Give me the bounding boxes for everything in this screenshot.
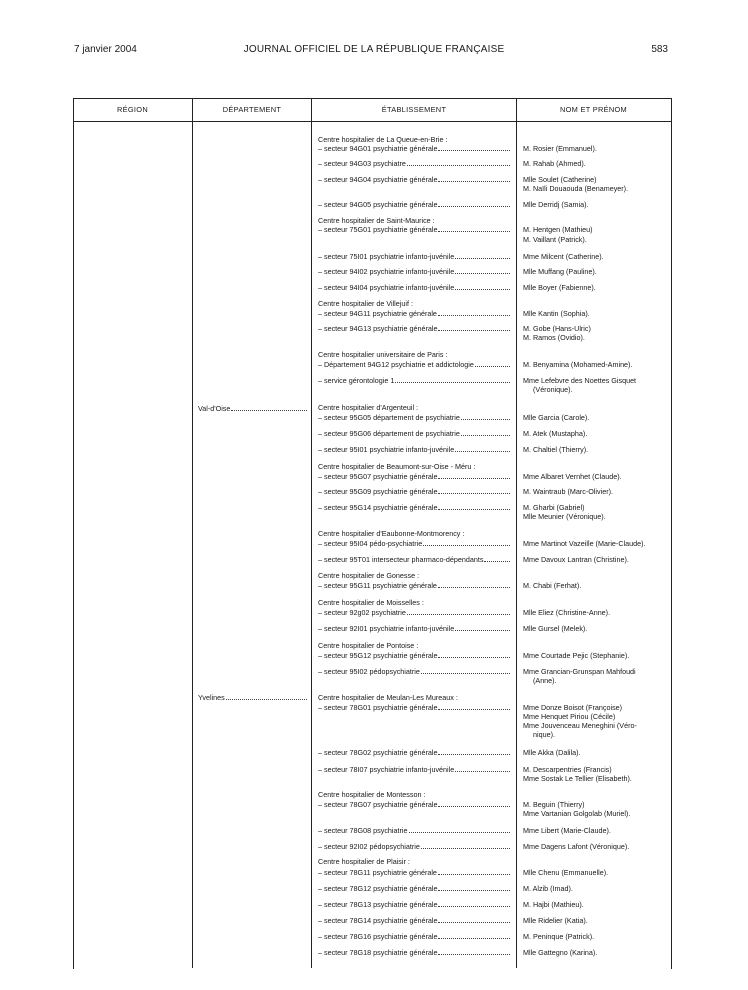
- sector-entry: – secteur 94G13 psychiatrie générale: [318, 325, 511, 334]
- person-name: M. Atek (Mustapha).: [523, 430, 588, 438]
- hospital-heading: Centre hospitalier de Pontoise :: [318, 642, 419, 650]
- sector-entry: – secteur 78G18 psychiatrie générale: [318, 949, 511, 958]
- person-name: Mlle Akka (Dalila).: [523, 749, 581, 757]
- person-name: M. Descarpentries (Francis): [523, 766, 612, 774]
- sector-entry: – secteur 95G09 psychiatrie générale: [318, 488, 511, 497]
- departement-cell: Yvelines: [198, 694, 308, 703]
- person-name-continued: (Anne).: [533, 677, 557, 685]
- sector-entry: – secteur 78I07 psychiatrie infanto-juvénile: [318, 766, 511, 775]
- person-name: M. Beguin (Thierry): [523, 801, 585, 809]
- sector-entry: – secteur 94I04 psychiatrie infanto-juvénile: [318, 284, 511, 293]
- person-name: M. Ramos (Ovidio).: [523, 334, 585, 342]
- sector-entry: – Département 94G12 psychiatrie et addictologie: [318, 361, 511, 370]
- person-name: Mme Jouvenceau Meneghini (Véro-: [523, 722, 637, 730]
- person-name: Mme Libert (Marie-Claude).: [523, 827, 611, 835]
- departement-cell: Val-d'Oise: [198, 405, 308, 414]
- person-name: Mlle Derridj (Samia).: [523, 201, 589, 209]
- person-name: Mlle Gursel (Melek).: [523, 625, 588, 633]
- person-name: M. Chabi (Ferhat).: [523, 582, 582, 590]
- person-name: M. Waintraub (Marc-Olivier).: [523, 488, 613, 496]
- person-name: Mlle Kantin (Sophia).: [523, 310, 590, 318]
- person-name: Mlle Garcia (Carole).: [523, 414, 590, 422]
- journal-title: JOURNAL OFFICIEL DE LA RÉPUBLIQUE FRANÇAISE: [243, 44, 505, 55]
- hospital-heading: Centre hospitalier de Beaumont-sur-Oise - Méru :: [318, 463, 476, 471]
- sector-entry: – secteur 78G07 psychiatrie générale: [318, 801, 511, 810]
- sector-entry: – secteur 75G01 psychiatrie générale: [318, 226, 511, 235]
- column-divider: [311, 98, 312, 968]
- sector-entry: – secteur 95I02 pédopsychiatrie: [318, 668, 511, 677]
- person-name: M. Peninque (Patrick).: [523, 933, 595, 941]
- person-name: M. Hajbi (Mathieu).: [523, 901, 584, 909]
- person-name: Mlle Meunier (Véronique).: [523, 513, 606, 521]
- sector-entry: – secteur 78G01 psychiatrie générale: [318, 704, 511, 713]
- sector-entry: – secteur 78G13 psychiatrie générale: [318, 901, 511, 910]
- sector-entry: – secteur 92g02 psychiatrie: [318, 609, 511, 618]
- sector-entry: – service gérontologie 1: [318, 377, 511, 386]
- person-name: Mlle Muffang (Pauline).: [523, 268, 597, 276]
- person-name: M. Hentgen (Mathieu): [523, 226, 593, 234]
- sector-entry: – secteur 78G16 psychiatrie générale: [318, 933, 511, 942]
- person-name: Mme Courtade Pejic (Stephanie).: [523, 652, 630, 660]
- column-divider: [192, 98, 193, 968]
- person-name: M. Naïli Douaouda (Benameyer).: [523, 185, 629, 193]
- hospital-heading: Centre hospitalier universitaire de Paris :: [318, 351, 448, 359]
- sector-entry: – secteur 95G07 psychiatrie générale: [318, 473, 511, 482]
- hospital-heading: Centre hospitalier de Villejuif :: [318, 300, 413, 308]
- hospital-heading: Centre hospitalier de Plaisir :: [318, 858, 410, 866]
- person-name: Mlle Soulet (Catherine): [523, 176, 597, 184]
- person-name: Mme Henquet Piriou (Cécile): [523, 713, 616, 721]
- sector-entry: – secteur 95G06 département de psychiatrie: [318, 430, 511, 439]
- hospital-heading: Centre hospitalier d'Eaubonne-Montmorency :: [318, 530, 465, 538]
- person-name: Mme Sostak Le Tellier (Elisabeth).: [523, 775, 632, 783]
- person-name: Mlle Gattegno (Karina).: [523, 949, 598, 957]
- sector-entry: – secteur 94I02 psychiatrie infanto-juvénile: [318, 268, 511, 277]
- page-number: 583: [651, 44, 668, 55]
- column-divider: [516, 98, 517, 968]
- hospital-heading: Centre hospitalier de Gonesse :: [318, 572, 420, 580]
- sector-entry: – secteur 95I04 pédo-psychiatrie: [318, 540, 511, 549]
- person-name: M. Alzib (Imad).: [523, 885, 573, 893]
- person-name: M. Vaillant (Patrick).: [523, 236, 587, 244]
- person-name: Mme Albaret Vernhet (Claude).: [523, 473, 622, 481]
- sector-entry: – secteur 78G11 psychiatrie générale: [318, 869, 511, 878]
- hospital-heading: Centre hospitalier de La Queue-en-Brie :: [318, 136, 448, 144]
- person-name-continued: (Véronique).: [533, 386, 573, 394]
- person-name: M. Benyamina (Mohamed-Amine).: [523, 361, 633, 369]
- person-name: Mlle Boyer (Fabienne).: [523, 284, 596, 292]
- person-name: M. Gobe (Hans-Ulric): [523, 325, 591, 333]
- column-header-departement: DÉPARTEMENT: [222, 105, 282, 114]
- person-name: Mlle Eliez (Christine-Anne).: [523, 609, 611, 617]
- sector-entry: – secteur 75I01 psychiatrie infanto-juvénile: [318, 253, 511, 262]
- column-header-etablissement: ÉTABLISSEMENT: [381, 105, 447, 114]
- person-name: Mme Martinot Vazeille (Marie-Claude).: [523, 540, 646, 548]
- person-name: Mlle Chenu (Emmanuelle).: [523, 869, 609, 877]
- sector-entry: – secteur 92I02 pédopsychiatrie: [318, 843, 511, 852]
- person-name: Mme Davoux Lantran (Christine).: [523, 556, 629, 564]
- sector-entry: – secteur 95G14 psychiatrie générale: [318, 504, 511, 513]
- person-name: Mme Vartanian Golgolab (Muriel).: [523, 810, 631, 818]
- person-name: M. Gharbi (Gabriel): [523, 504, 585, 512]
- person-name: M. Chaltiel (Thierry).: [523, 446, 589, 454]
- column-header-nom: NOM ET PRÉNOM: [560, 105, 627, 114]
- person-name: Mme Lefebvre des Noettes Gisquet: [523, 377, 637, 385]
- sector-entry: – secteur 94G01 psychiatrie générale: [318, 145, 511, 154]
- hospital-heading: Centre hospitalier de Montesson :: [318, 791, 426, 799]
- person-name: Mme Milcent (Catherine).: [523, 253, 604, 261]
- header-rule: [73, 121, 671, 122]
- hospital-heading: Centre hospitalier de Moisselles :: [318, 599, 424, 607]
- sector-entry: – secteur 95G11 psychiatrie générale: [318, 582, 511, 591]
- column-header-region: RÉGION: [117, 105, 148, 114]
- sector-entry: – secteur 95G05 département de psychiatrie: [318, 414, 511, 423]
- hospital-heading: Centre hospitalier de Saint-Maurice :: [318, 217, 435, 225]
- sector-entry: – secteur 94G11 psychiatrie générale: [318, 310, 511, 319]
- sector-entry: – secteur 78G02 psychiatrie générale: [318, 749, 511, 758]
- sector-entry: – secteur 95I01 psychiatrie infanto-juvénile: [318, 446, 511, 455]
- person-name: Mlle Ridelier (Katia).: [523, 917, 588, 925]
- person-name: M. Rosier (Emmanuel).: [523, 145, 597, 153]
- person-name: M. Rahab (Ahmed).: [523, 160, 586, 168]
- person-name: Mme Donze Boisot (Françoise): [523, 704, 623, 712]
- page-date: 7 janvier 2004: [74, 44, 137, 55]
- sector-entry: – secteur 94G05 psychiatrie générale: [318, 201, 511, 210]
- sector-entry: – secteur 78G08 psychiatrie: [318, 827, 511, 836]
- hospital-heading: Centre hospitalier de Meulan-Les Mureaux :: [318, 694, 458, 702]
- sector-entry: – secteur 78G12 psychiatrie générale: [318, 885, 511, 894]
- sector-entry: – secteur 94G03 psychiatre: [318, 160, 511, 169]
- hospital-heading: Centre hospitalier d'Argenteuil :: [318, 404, 419, 412]
- sector-entry: – secteur 95T01 intersecteur pharmaco-dépendants: [318, 556, 511, 565]
- sector-entry: – secteur 95G12 psychiatrie générale: [318, 652, 511, 661]
- person-name-continued: nique).: [533, 731, 555, 739]
- sector-entry: – secteur 78G14 psychiatrie générale: [318, 917, 511, 926]
- person-name: Mme Dagens Lafont (Véronique).: [523, 843, 630, 851]
- sector-entry: – secteur 94G04 psychiatrie générale: [318, 176, 511, 185]
- sector-entry: – secteur 92I01 psychiatrie infanto-juvénile: [318, 625, 511, 634]
- person-name: Mme Grancian-Grunspan Mahfoudi: [523, 668, 636, 676]
